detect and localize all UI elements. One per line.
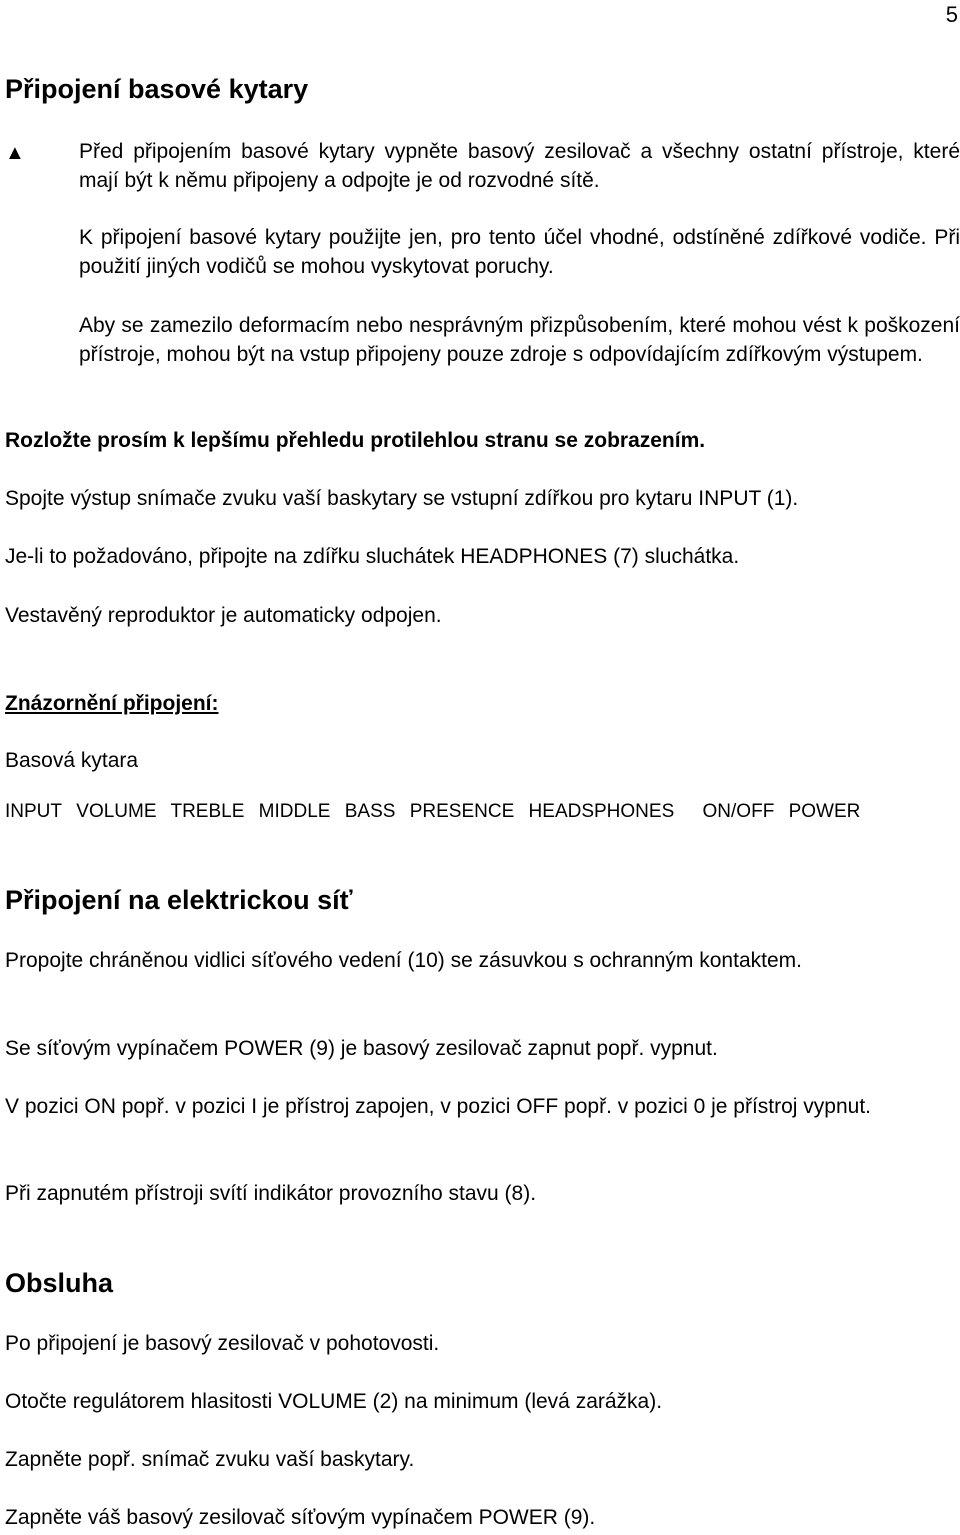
diagram-controls-row [5, 799, 869, 825]
warning-triangle-icon: ▲ [5, 142, 25, 164]
operation-power-on-paragraph: Zapněte váš basový zesilovač síťovým vypínačem POWER (9). [5, 1506, 596, 1529]
section-heading-operation: Obsluha [5, 1268, 114, 1298]
page-number: 5 [945, 2, 958, 27]
operation-volume-paragraph: Otočte regulátorem hlasitosti VOLUME (2) na minimum (levá zarážka). [5, 1390, 663, 1413]
power-plug-paragraph: Propojte chráněnou vidlici síťového vedení (10) se zásuvkou s ochranným kontaktem. [5, 949, 802, 972]
section-heading-bass-connection: Připojení basové kytary [5, 74, 309, 104]
control-label-input: INPUT [5, 801, 62, 822]
operation-standby-paragraph: Po připojení je basový zesilovač v pohotovosti. [5, 1332, 440, 1355]
control-label-bass: BASS [344, 801, 396, 822]
step-speaker-off: Vestavěný reproduktor je automaticky odpojen. [5, 604, 442, 627]
operation-pickup-paragraph: Zapněte popř. snímač zvuku vaší baskytary. [5, 1448, 415, 1471]
section-heading-power-connection: Připojení na elektrickou síť [5, 885, 353, 915]
fold-out-instruction: Rozložte prosím k lepšímu přehledu protilehlou stranu se zobrazením. [5, 429, 706, 452]
control-label-middle: MIDDLE [258, 801, 331, 822]
cable-paragraph: K připojení basové kytary použijte jen, pro tento účel vhodné, odstíněné zdířkové vodiče. Při použití jiných vodičů se mohou vyskytovat poruchy. [79, 226, 960, 278]
power-switch-paragraph: Se síťovým vypínačem POWER (9) je basový zesilovač zapnut popř. vypnut. [5, 1037, 718, 1060]
diagram-label-bass-guitar: Basová kytara [5, 749, 139, 772]
control-label-volume: VOLUME [76, 801, 157, 822]
step-connect-input: Spojte výstup snímače zvuku vaší baskytary se vstupní zdířkou pro kytaru INPUT (1). [5, 487, 799, 510]
control-label-presence: PRESENCE [409, 801, 515, 822]
diagram-heading: Znázornění připojení: [5, 692, 219, 715]
power-indicator-paragraph: Při zapnutém přístroji svítí indikátor provozního stavu (8). [5, 1182, 537, 1205]
step-headphones: Je-li to požadováno, připojte na zdířku sluchátek HEADPHONES (7) sluchátka. [5, 545, 740, 568]
power-position-paragraph: V pozici ON popř. v pozici I je přístroj zapojen, v pozici OFF popř. v pozici 0 je přístroj vypnut. [5, 1095, 872, 1118]
control-label-headphones: HEADSPHONES [528, 801, 675, 822]
control-label-power: POWER [788, 801, 861, 822]
deformation-paragraph: Aby se zamezilo deformacím nebo nesprávným přizpůsobením, které mohou vést k poškození přístroje, mohou být na vstup připojeny pouze zdroje s odpovídajícím zdířkovým výstupem. [79, 314, 960, 366]
control-label-treble: TREBLE [170, 801, 245, 822]
warning-paragraph: Před připojením basové kytary vypněte basový zesilovač a všechny ostatní přístroje, které mají být k němu připojeny a odpojte je od rozvodné sítě. [79, 140, 960, 192]
control-label-on-off: ON/OFF [702, 801, 775, 822]
